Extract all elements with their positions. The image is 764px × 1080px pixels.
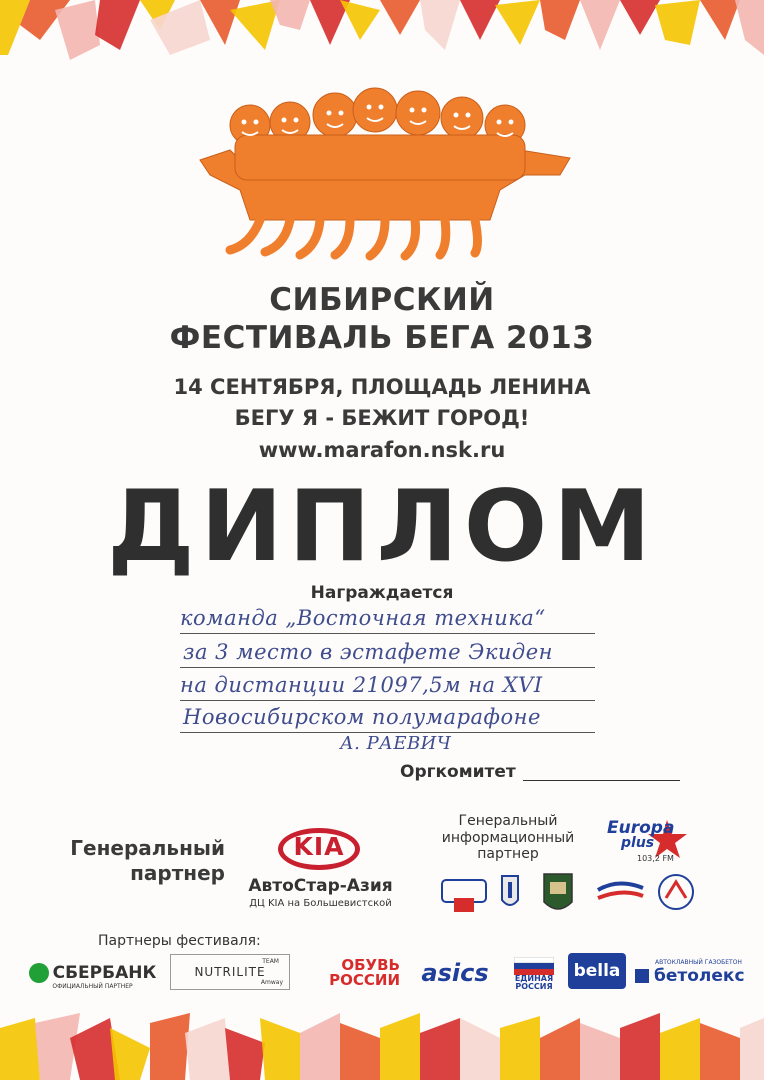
info-partner-line1: Генеральный: [458, 813, 558, 829]
avtostar-sub: ДЦ KIA на Большевистской: [249, 898, 392, 909]
handwritten-line-1: команда „Восточная техника“: [180, 606, 546, 630]
er-line2: РОССИЯ: [515, 982, 553, 991]
decorative-top-border: [0, 0, 764, 70]
handwritten-line-2: за 3 место в эстафете Экиден: [183, 640, 553, 664]
plus-text: plus: [621, 835, 655, 851]
bella-text: bella: [573, 961, 621, 981]
nutrilite-text: NUTRILITE: [194, 965, 266, 979]
amway-text: Amway: [260, 979, 283, 986]
athletics-federation-icon: [598, 883, 643, 898]
general-partner-label-line2: партнер: [130, 861, 225, 885]
festival-title-line1: СИБИРСКИЙ: [269, 282, 495, 318]
info-partner-emblems: [438, 870, 698, 920]
betoleks-logo: [635, 953, 755, 991]
event-date-place: 14 СЕНТЯБРЯ, ПЛОЩАДЬ ЛЕНИНА: [173, 375, 591, 399]
diploma-heading: ДИПЛОМ: [107, 470, 657, 584]
festival-partners-label: Партнеры фестиваля:: [98, 933, 261, 949]
novosibirsk-coat-icon: [502, 876, 518, 905]
info-partner-line2: информационный: [441, 829, 575, 846]
handwritten-signature-text: А. РАЕВИЧ: [340, 733, 452, 754]
obuv-rossii-logo: [300, 955, 400, 991]
info-partner-label: [428, 813, 588, 863]
asics-text: asics: [421, 959, 489, 987]
sberbank-text: СБЕРБАНК: [52, 962, 157, 983]
kia-logo-text: KIA: [293, 832, 345, 861]
sberbank-logo: [25, 955, 160, 997]
obuv-text: ОБУВЬ: [341, 956, 400, 974]
bear-flag-icon: [514, 957, 554, 975]
event-website: www.marafon.nsk.ru: [258, 438, 506, 462]
region-coat-icon: [544, 874, 572, 909]
betoleks-text: бетолекс: [654, 965, 745, 986]
event-slogan: БЕГУ Я - БЕЖИТ ГОРОД!: [234, 406, 530, 430]
betoleks-small-text: АВТОКЛАВНЫЙ ГАЗОБЕТОН: [655, 958, 742, 966]
betoleks-icon: [635, 969, 649, 983]
general-partner-label: [60, 836, 225, 886]
festival-title-line2: ФЕСТИВАЛЬ БЕГА 2013: [169, 320, 595, 356]
bella-logo: [568, 953, 626, 989]
europa-plus-logo: [605, 814, 690, 869]
nutrilite-team-text: TEAM: [262, 958, 279, 965]
decorative-bottom-border: [0, 1008, 764, 1080]
asics-logo: [410, 955, 500, 991]
rossii-text: РОССИИ: [329, 971, 400, 989]
organizer-signature-line: [523, 780, 680, 781]
runners-mascot-logo: [190, 80, 580, 265]
info-partner-line3: партнер: [477, 846, 539, 863]
sberbank-sub: ОФИЦИАЛЬНЫЙ ПАРТНЕР: [52, 982, 133, 990]
sberbank-icon: [29, 963, 49, 983]
edinaya-rossiya-logo: [508, 952, 560, 996]
emblem-1-icon: [442, 880, 486, 912]
avtostar-name: АвтоСтар-Азия: [248, 876, 393, 896]
organizer-label: Оргкомитет: [400, 762, 516, 782]
sport-emblem-icon: [659, 875, 693, 909]
handwritten-line-3: на дистанции 21097,5м на XVI: [180, 673, 543, 697]
europa-text: Europa: [607, 818, 675, 838]
awarded-label: Награждается: [310, 583, 454, 603]
handwritten-line-4: Новосибирском полумарафоне: [183, 705, 541, 729]
general-partner-label-line1: Генеральный: [70, 836, 225, 860]
europa-frequency: 103,2 FM: [637, 854, 674, 863]
er-line1: ЕДИНАЯ: [514, 974, 554, 983]
nutrilite-logo: [170, 954, 290, 990]
